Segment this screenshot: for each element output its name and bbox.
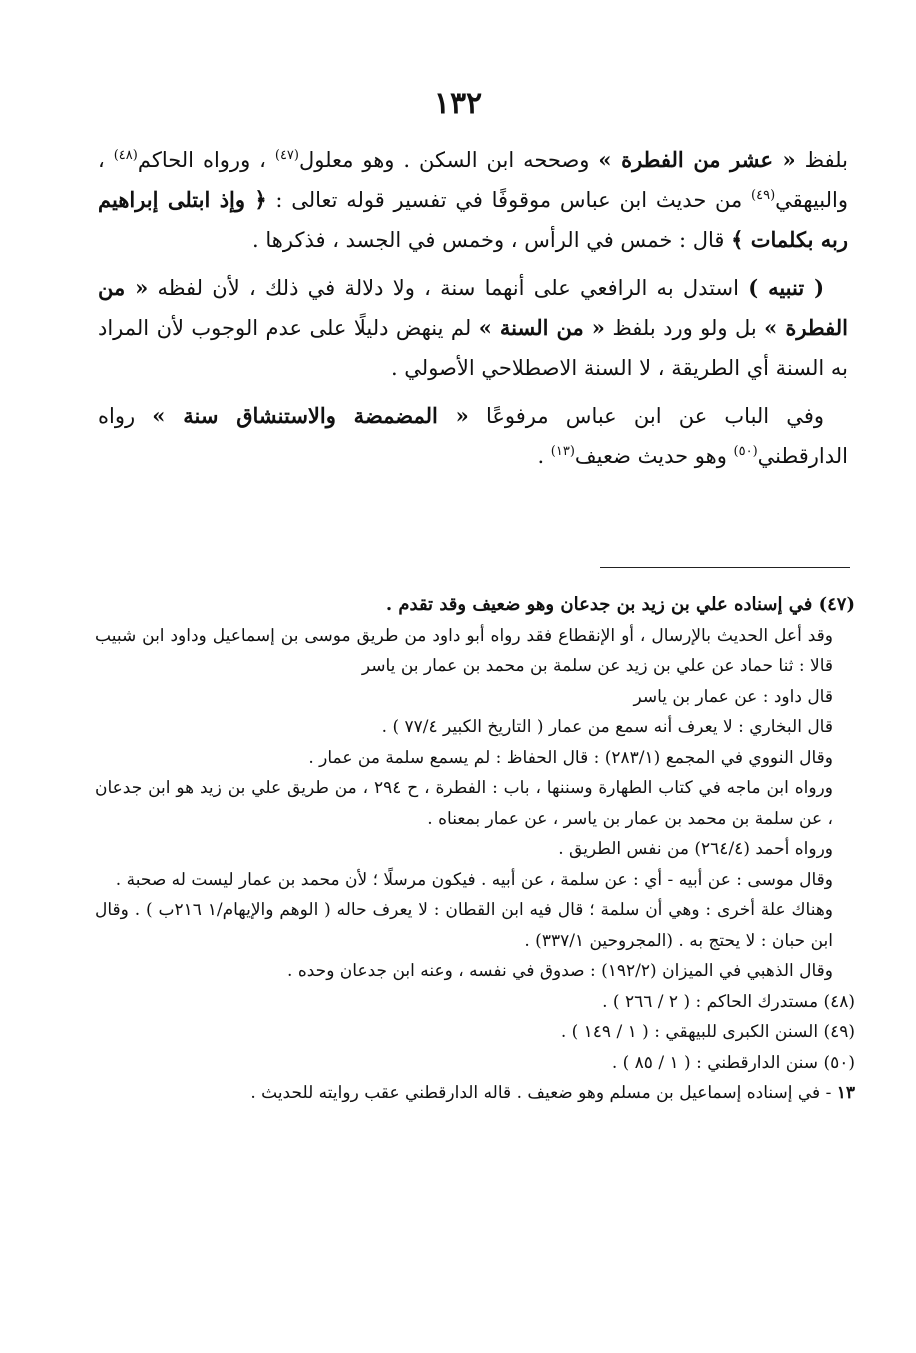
- footnote-marker[interactable]: (٤٨): [113, 148, 138, 163]
- footnote-13: [95, 1078, 855, 1109]
- main-text: [98, 140, 848, 484]
- paragraph-2: [98, 268, 848, 388]
- footnote-marker[interactable]: (٤٩): [751, 188, 776, 203]
- footnote-47-line: قال البخاري : لا يعرف أنه سمع من عمار ( التاريخ الكبير ٧٧/٤ ) .: [381, 717, 833, 737]
- bold-quote: « المضمضة والاستنشاق سنة »: [152, 403, 469, 428]
- text: لم ينهض دليلًا على عدم الوجوب لأن المراد به السنة أي الطريقة ، لا السنة الاصطلاحي الأصولي .: [98, 316, 848, 380]
- footnotes: [95, 590, 855, 1109]
- footnote-marker[interactable]: (٤٧): [274, 148, 299, 163]
- bold-quote: « من السنة »: [478, 315, 605, 340]
- text: .: [537, 444, 551, 468]
- footnote-47-line: وقال موسى : عن أبيه - أي : عن سلمة ، عن أبيه . فيكون مرسلًا ؛ لأن محمد بن عمار ليست له صحبة .: [115, 869, 833, 890]
- footnote-13-text: - في إسناده إسماعيل بن مسلم وهو ضعيف . قاله الدارقطني عقب روايته للحديث .: [250, 1083, 837, 1103]
- paragraph-3: [98, 396, 848, 476]
- footnote-47-head: (٤٧) في إسناده علي بن زيد بن جدعان وهو ضعيف وقد تقدم .: [385, 594, 855, 615]
- quran-verse: ﴿ وإذ ابتلى إبراهيم ربه بكلمات ﴾: [98, 187, 848, 252]
- footnote-49: (٤٩) السنن الكبرى للبيهقي : ( ١ / ١٤٩ ) .: [560, 1022, 855, 1042]
- text: وفي الباب عن ابن عباس مرفوعًا: [468, 404, 824, 428]
- paragraph-1: [98, 140, 848, 260]
- text: وهو حديث ضعيف: [574, 444, 734, 468]
- footnote-48: (٤٨) مستدرك الحاكم : ( ٢ / ٢٦٦ ) .: [602, 991, 855, 1012]
- text: استدل به الرافعي على أنهما سنة ، ولا دلالة في ذلك ، لأن لفظه: [148, 276, 749, 300]
- text: قال : خمس في الرأس ، وخمس في الجسد ، فذكرها .: [252, 228, 732, 252]
- text: وصححه ابن السكن . وهو معلول: [299, 148, 599, 172]
- text: من حديث ابن عباس موقوفًا في تفسير قوله تعالى :: [266, 188, 752, 212]
- bold-quote: « من الفطرة »: [98, 275, 848, 340]
- text: بل ولو ورد بلفظ: [604, 316, 765, 340]
- footnote-marker[interactable]: (٥٠): [733, 444, 758, 459]
- footnote-47-line: ورواه أحمد (٢٦٤/٤) من نفس الطريق .: [558, 839, 833, 859]
- text: بلفظ: [795, 148, 848, 172]
- footnote-47-line: وقال النووي في المجمع (٢٨٣/١) : قال الحفاظ : لم يسمع سلمة من عمار .: [308, 747, 833, 768]
- text: رواه الدارقطني: [98, 404, 848, 468]
- text: ، والبيهقي: [98, 148, 848, 212]
- note-label: ( تنبيه ): [748, 275, 825, 300]
- footnote-marker[interactable]: (١٣): [550, 444, 575, 459]
- footnote-47-line: وقد أعل الحديث بالإرسال ، أو الإنقطاع فقد رواه أبو داود من طريق موسى بن إسماعيل وداود ابن شبيب قالا : ثنا حماد عن علي بن زيد عن سلمة بن محمد بن عمار بن ياسر: [95, 625, 833, 676]
- text: ، ورواه الحاكم: [137, 148, 275, 172]
- bold-quote: « عشر من الفطرة »: [598, 147, 796, 172]
- page-number: ١٣٢: [433, 86, 483, 121]
- footnote-47-line: وهناك علة أخرى : وهي أن سلمة ؛ قال فيه ابن القطان : لا يعرف حاله ( الوهم والإيهام/١ ٢١٦ب ) . وقال ابن حبان : لا يحتج به . (المجروحين ٣٣٧/١) .: [95, 900, 834, 951]
- footnote-50: (٥٠) سنن الدارقطني : ( ١ / ٨٥ ) .: [611, 1052, 855, 1073]
- footnote-47-line: ورواه ابن ماجه في كتاب الطهارة وسننها ، باب : الفطرة ، ح ٢٩٤ ، من طريق علي بن زيد هو ابن جدعان ، عن سلمة بن محمد بن عمار بن ياسر ، عن عمار بمعناه .: [95, 778, 833, 829]
- footnote-divider: [600, 567, 850, 568]
- footnote-47-line: قال داود : عن عمار بن ياسر: [633, 686, 833, 707]
- footnote-47-line: وقال الذهبي في الميزان (١٩٢/٢) : صدوق في نفسه ، وعنه ابن جدعان وحده .: [287, 961, 833, 981]
- footnote-13-number: ١٣: [836, 1083, 855, 1103]
